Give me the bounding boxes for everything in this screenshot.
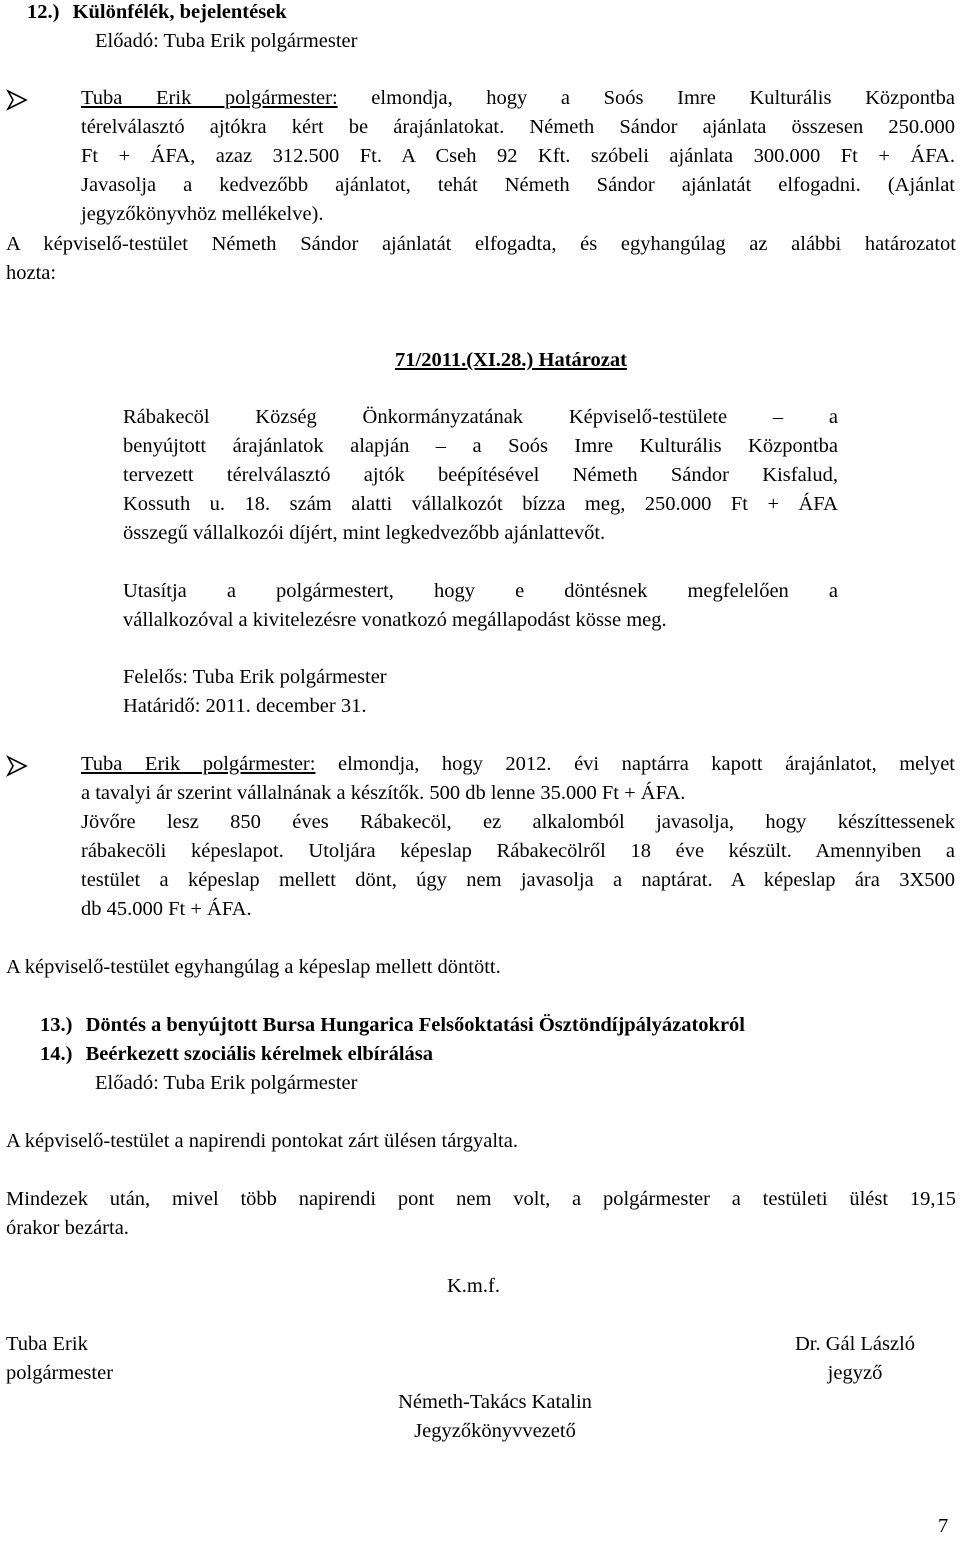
bullet-1-line: jegyzőkönyvhöz mellékelve). [81,203,324,225]
resolution-line: vállalkozóval a kivitelezésre vonatkozó megállapodást kösse meg. [123,609,667,631]
decision-intro-line: A képviselő-testület Németh Sándor ajánlatát elfogadta, és egyhangúlag az alábbi határozatot [6,233,956,255]
resolution-line: Rábakecöl Község Önkormányzatának Képviselő-testülete – a [123,406,838,428]
resolution-line: Kossuth u. 18. szám alatti vállalkozót bízza meg, 250.000 Ft + ÁFA [123,493,838,515]
kmf: K.m.f. [447,1275,500,1297]
item-12-title: Különfélék, bejelentések [72,1,287,23]
bullet-1-paragraph [81,84,955,229]
item-14-presenter: Előadó: Tuba Erik polgármester [95,1072,358,1094]
bullet-2-line: rábakecöli képeslapot. Utoljára képeslap Rábakecölről 18 éve készült. Amennyiben a [81,840,955,862]
bullet-2-line: elmondja, hogy 2012. évi naptárra kapott árajánlatot, melyet [337,753,956,775]
postcard-decision: A képviselő-testület egyhangúlag a képeslap mellett döntött. [6,956,501,978]
bullet-1-speaker: Tuba Erik polgármester: [81,87,338,109]
decision-intro-line: hozta: [6,262,57,284]
mayor-name: Tuba Erik [6,1333,88,1355]
resolution-line: Utasítja a polgármestert, hogy e döntésnek megfelelően a [123,580,838,602]
bullet-1-line: Ft + ÁFA, azaz 312.500 Ft. A Cseh 92 Kft. szóbeli ajánlata 300.000 Ft + ÁFA. [81,145,955,167]
notary-title: jegyző [827,1362,883,1384]
decision-intro [6,230,956,288]
item-14-number: 14.) [40,1043,73,1065]
item-12-number: 12.) [27,1,60,23]
item-13-number: 13.) [40,1014,73,1036]
resolution-paragraph-1 [123,403,838,548]
recorder-title: Jegyzőkönyvvezető [414,1420,576,1442]
recorder-name: Németh-Takács Katalin [398,1391,592,1413]
closed-session: A képviselő-testület a napirendi pontokat zárt ülésen tárgyalta. [6,1130,518,1152]
closing-line: Mindezek után, mivel több napirendi pont nem volt, a polgármester a testületi ülést 19,15 [6,1188,956,1210]
bullet-2-line: a tavalyi ár szerint vállalnának a készítők. 500 db lenne 35.000 Ft + ÁFA. [81,782,686,804]
resolution-title: 71/2011.(XI.28.) Határozat [395,349,627,371]
resolution-paragraph-2 [123,577,838,635]
closing-paragraph [6,1185,956,1243]
bullet-arrow-icon [6,755,28,777]
resolution-line: összegű vállalkozói díjért, mint legkedvezőbb ajánlattevőt. [123,522,606,544]
closing-line: órakor bezárta. [6,1217,129,1239]
item-14-heading [40,1040,433,1069]
bullet-2-line: Jövőre lesz 850 éves Rábakecöl, ez alkalomból javasolja, hogy készíttessenek [81,811,955,833]
bullet-1-line: térelválasztó ajtókra kért be árajánlatokat. Németh Sándor ajánlata összesen 250.000 [81,116,955,138]
item-13-heading [40,1011,745,1040]
item-12-presenter: Előadó: Tuba Erik polgármester [95,30,358,52]
bullet-1-line: Javasolja a kedvezőbb ajánlatot, tehát Németh Sándor ajánlatát elfogadni. (Ajánlat [81,174,955,196]
item-14-title: Beérkezett szociális kérelmek elbírálása [85,1043,434,1065]
bullet-arrow-icon [6,89,28,111]
mayor-title: polgármester [6,1362,114,1384]
item-13-title: Döntés a benyújtott Bursa Hungarica Felsőoktatási Ösztöndíjpályázatokról [85,1014,746,1036]
page-number: 7 [938,1515,949,1537]
resolution-line: benyújtott árajánlatok alapján – a Soós Imre Kulturális Központba [123,435,838,457]
bullet-2-paragraph [81,750,955,924]
item-12-heading [27,0,287,27]
bullet-2-line: testület a képeslap mellett dönt, úgy nem javasolja a naptárat. A képeslap ára 3X500 [81,869,955,891]
resolution-deadline: Határidő: 2011. december 31. [123,695,367,717]
bullet-2-line: db 45.000 Ft + ÁFA. [81,898,252,920]
resolution-responsible: Felelős: Tuba Erik polgármester [123,666,387,688]
bullet-1-line: elmondja, hogy a Soós Imre Kulturális Központba [371,87,956,109]
notary-name: Dr. Gál László [794,1333,916,1355]
resolution-line: tervezett térelválasztó ajtók beépítésével Németh Sándor Kisfalud, [123,464,838,486]
bullet-2-speaker: Tuba Erik polgármester: [81,753,316,775]
